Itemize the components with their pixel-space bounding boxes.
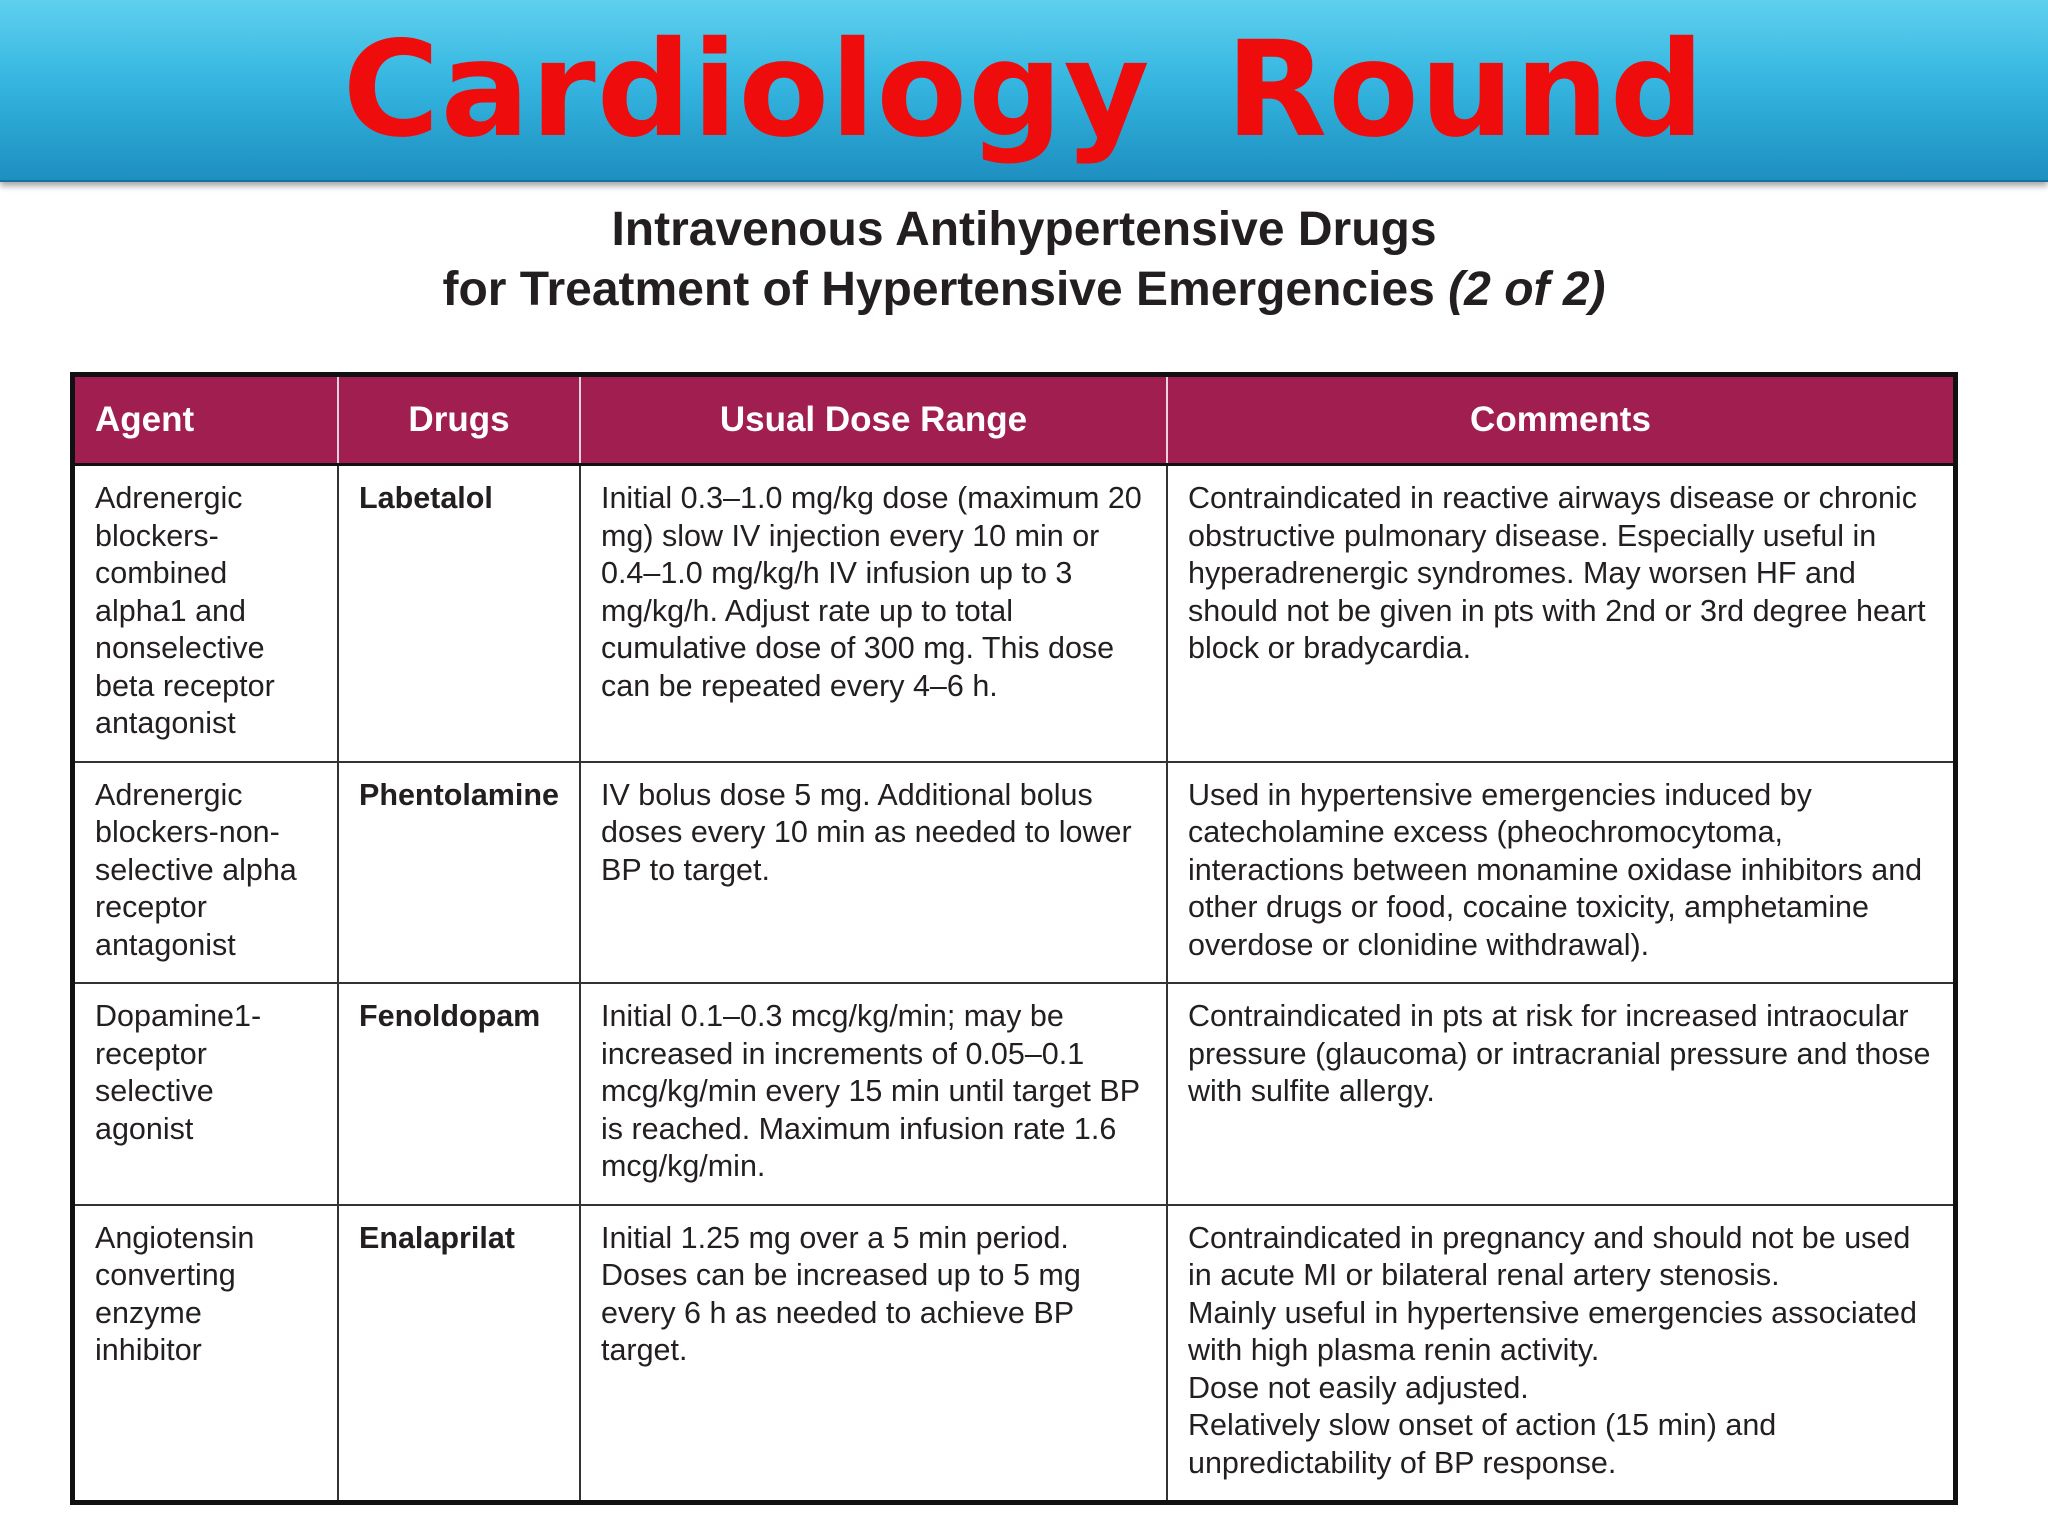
slide-title-line-2-text: for Treatment of Hypertensive Emergencies — [442, 263, 1435, 316]
table-header-row — [73, 375, 1956, 465]
dose-cell: IV bolus dose 5 mg. Additional bolus doses every 10 min as needed to lower BP to target. — [580, 762, 1167, 984]
header-comments: Comments — [1167, 375, 1956, 465]
table-row — [73, 983, 1956, 1205]
comments-cell: Contraindicated in pregnancy and should not be used in acute MI or bilateral renal artery stenosis. Mainly useful in hypertensive emergencies associated with high plasma renin activity. Dose not easily adjusted. Relatively slow onset of action (15 min) and unpredictability of BP response. — [1187, 1220, 1917, 1480]
dose-cell: Initial 0.1–0.3 mcg/kg/min; may be increased in increments of 0.05–0.1 mcg/kg/min every 15 min until target BP is reached. Maximum infusion rate 1.6 mcg/kg/min. — [580, 983, 1167, 1205]
slide-title-line-1: Intravenous Antihypertensive Drugs — [611, 203, 1437, 256]
banner-title: Cardiology Round — [342, 13, 1706, 167]
table-row — [73, 465, 1956, 762]
comments-cell: Used in hypertensive emergencies induced by catecholamine excess (pheochromocytoma, interactions between monamine oxidase inhibitors and other drugs or food, cocaine toxicity, amphetamine overdose or clonidine withdrawal). — [1167, 762, 1956, 984]
slide-title-part: (2 of 2) — [1448, 263, 1606, 316]
slide-title-line-2 — [0, 260, 2048, 320]
comments-cell: Contraindicated in reactive airways disease or chronic obstructive pulmonary disease. Especially useful in hyperadrenergic syndromes. May worsen HF and should not be given in pts with 2nd or 3rd degree heart block or bradycardia. — [1167, 465, 1956, 762]
drug-table — [70, 372, 1958, 1505]
header-agent: Agent — [73, 375, 339, 465]
drug-cell: Labetalol — [338, 465, 580, 762]
agent-cell: Adrenergic blockers-non-selective alpha receptor antagonist — [73, 762, 339, 984]
header-dose: Usual Dose Range — [580, 375, 1167, 465]
agent-cell: Angiotensin converting enzyme inhibitor — [73, 1205, 339, 1503]
comments-cell: Contraindicated in pts at risk for increased intraocular pressure (glaucoma) or intracranial pressure and those with sulfite allergy. — [1167, 983, 1956, 1205]
agent-cell: Dopamine1-receptor selective agonist — [73, 983, 339, 1205]
slide-title — [0, 200, 2048, 320]
drug-cell: Enalaprilat — [338, 1205, 580, 1503]
agent-cell: Adrenergic blockers-combined alpha1 and nonselective beta receptor antagonist — [73, 465, 339, 762]
drug-cell: Phentolamine — [338, 762, 580, 984]
dose-cell: Initial 0.3–1.0 mg/kg dose (maximum 20 mg) slow IV injection every 10 min or 0.4–1.0 mg/kg/h IV infusion up to 3 mg/kg/h. Adjust rate up to total cumulative dose of 300 mg. This dose can be repeated every 4–6 h. — [580, 465, 1167, 762]
drug-cell: Fenoldopam — [338, 983, 580, 1205]
table-row — [73, 762, 1956, 984]
title-banner — [0, 0, 2048, 182]
header-drugs: Drugs — [338, 375, 580, 465]
table-row — [73, 1205, 1956, 1503]
dose-cell: Initial 1.25 mg over a 5 min period. Doses can be increased up to 5 mg every 6 h as needed to achieve BP target. — [580, 1205, 1167, 1503]
